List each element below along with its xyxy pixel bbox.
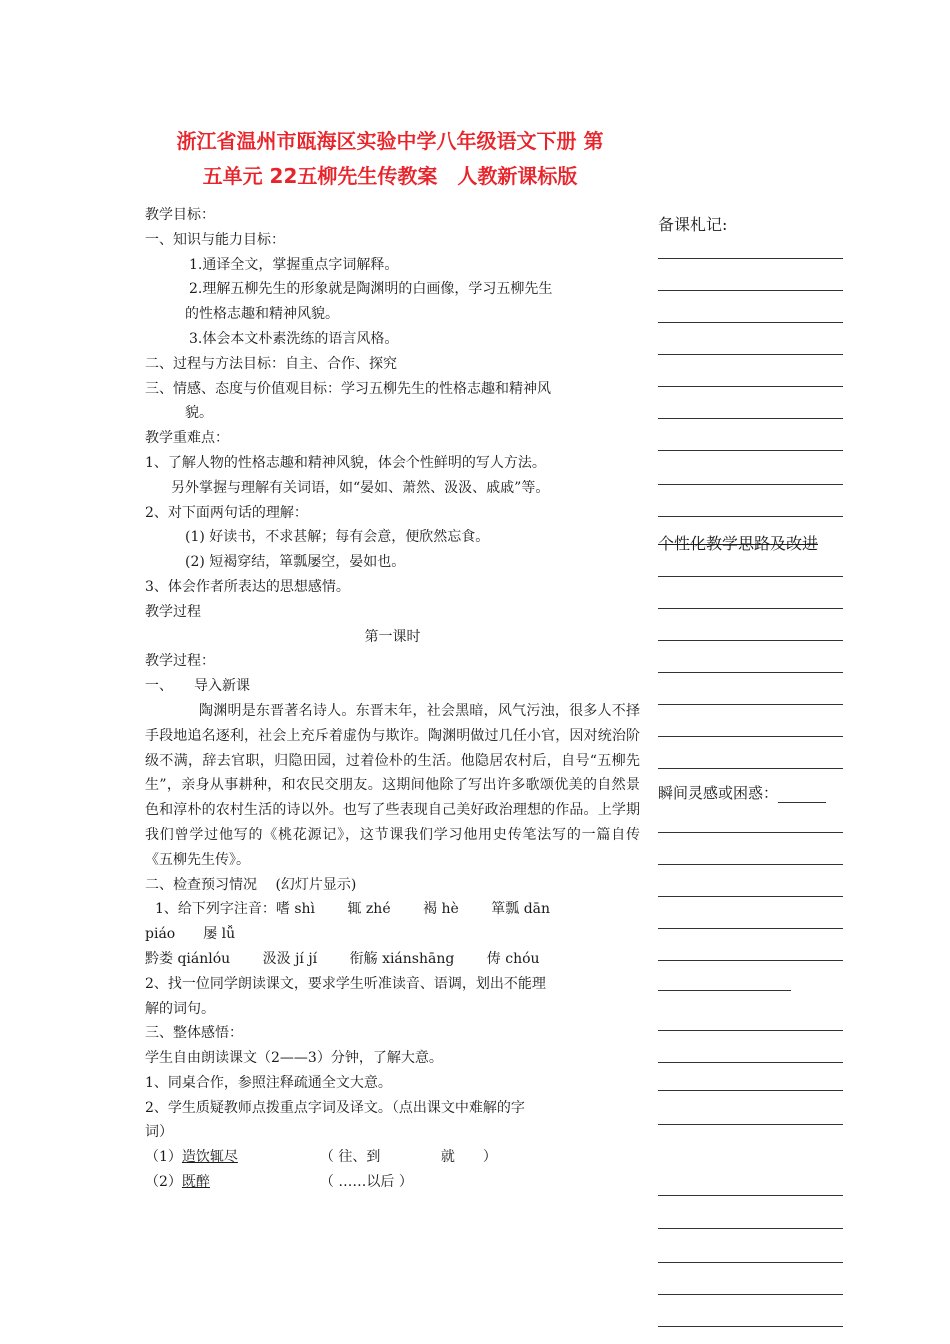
note-line [658,1090,843,1091]
vocab-word-2: 既醉 [181,1174,210,1191]
lesson-body [145,203,640,1195]
document-title-line-2: 五单元 22五柳先生传教案 人教新课标版 [202,164,578,188]
pinyin-exercise: 1、给下列字注音：嗜 shì 辄 zhé 褐 hè 箪瓢 dān [155,901,551,918]
heading-key-points: 教学重难点： [145,430,229,447]
note-line [658,768,843,769]
heading-process: 教学过程 [145,603,201,620]
step-overall-perception: 三、整体感悟： [145,1025,243,1042]
note-line [658,322,843,323]
goal-emotion: 三、情感、态度与价值观目标：学习五柳先生的性格志趣和精神风 [145,380,551,397]
note-line [658,354,843,355]
pinyin-exercise-cont-2: 黔娄 qiánlóu 汲汲 jí jí 衔觞 xiánshāng 俦 chóu [145,950,540,967]
note-line [658,450,843,451]
note-line [658,484,843,485]
document-title-line-1: 浙江省温州市瓯海区实验中学八年级语文下册 第 [176,129,604,153]
note-line [658,1030,843,1031]
free-reading: 学生自由朗读课文（2——3）分钟，了解大意。 [145,1050,443,1067]
note-line [658,576,843,577]
note-line [658,290,843,291]
note-line [658,608,843,609]
key-point-2-a: (1) 好读书，不求甚解；每有会意，便欣然忘食。 [185,529,490,546]
lesson-period-title: 第一课时 [364,628,421,645]
note-line [658,258,843,259]
vocab-item-1: （1）造饮辄尽 （ 往、到 就 ） [145,1149,497,1166]
key-point-1: 1、了解人物的性格志趣和精神风貌，体会个性鲜明的写人方法。 [145,454,546,471]
note-line [658,736,843,737]
step-introduction: 一、 导入新课 [145,678,250,695]
reading-task: 2、找一位同学朗读课文，要求学生听准读音、语调，划出不能理 [145,975,546,992]
questioning-task: 2、学生质疑教师点拨重点字词及译文。（点出课文中难解的字 [145,1099,525,1116]
inspiration-blank [778,788,826,803]
note-line [658,1124,843,1125]
vocab-meaning-1: （ 往、到 就 ） [319,1149,497,1166]
note-line [658,1195,843,1196]
note-line [658,1262,843,1263]
pair-work: 1、同桌合作，参照注释疏通全文大意。 [145,1074,392,1091]
reading-task-cont: 解的词句。 [145,1000,215,1017]
note-line [658,1294,843,1295]
goal-item-2-cont: 的性格志趣和精神风貌。 [185,306,339,323]
key-point-2-b: (2) 短褐穿结，箪瓢屡空，晏如也。 [185,554,406,571]
note-line [658,704,843,705]
heading-process-2: 教学过程： [145,653,215,670]
inspiration-heading: 瞬间灵感或困惑： [658,782,826,803]
goal-item-2: 2.理解五柳先生的形象就是陶渊明的白画像，学习五柳先生 [189,281,553,298]
note-line [658,832,843,833]
note-line [658,640,843,641]
vocab-word-1: 造饮辄尽 [181,1149,238,1166]
goal-process: 二、过程与方法目标：自主、合作、探究 [145,355,397,372]
goal-emotion-cont: 貌。 [185,405,213,422]
note-line [658,516,843,517]
note-line [658,418,843,419]
vocab-item-2: （2）既醉 （ ……以后 ） [145,1174,413,1191]
goal-knowledge: 一、知识与能力目标： [145,231,285,248]
note-line [658,928,843,929]
note-line [658,1228,843,1229]
note-line [658,1326,843,1327]
note-line-short [658,990,791,991]
note-line [658,896,843,897]
goal-item-1: 1.通译全文，掌握重点字词解释。 [189,256,399,273]
note-line [658,386,843,387]
note-line [658,960,843,961]
ideas-heading: 个性化教学思路及改进 [658,534,819,553]
notes-heading: 备课札记: [658,215,728,234]
vocab-meaning-2: （ ……以后 ） [319,1174,413,1191]
goal-item-3: 3.体会本文朴素洗练的语言风格。 [189,330,399,347]
questioning-task-cont: 词） [145,1124,173,1141]
key-point-2: 2、对下面两句话的理解： [145,504,308,521]
step-preview-check: 二、检查预习情况 (幻灯片显示) [145,876,357,893]
key-point-3: 3、体会作者所表达的思想感情。 [145,578,350,595]
note-line [658,672,843,673]
pinyin-exercise-cont: piáo 屡 lǚ [145,926,236,943]
introduction-paragraph: 陶渊明是东晋著名诗人。东晋末年，社会黑暗，风气污浊，很多人不择手段地追名逐利，社会上充斥着虚伪与欺诈。陶渊明做过几任小官，因对统治阶级不满，辞去官职，归隐田园，过着俭朴的生活。他隐居农村后，自号“五柳先生”，亲身从事耕种，和农民交朋友。这期间他除了写出许多歌颂优美的自然景色和淳朴的农村生活的诗以外。也写了些表现自己美好政治理想的作品。上学期我们曾学过他写的《桃花源记》，这节课我们学习他用史传笔法写的一篇自传《五柳先生传》。 [145,702,640,868]
heading-teaching-goals: 教学目标： [145,207,215,223]
note-line [658,864,843,865]
key-point-1-cont: 另外掌握与理解有关词语，如“晏如、萧然、汲汲、戚戚”等。 [171,479,550,496]
note-line [658,1062,843,1063]
